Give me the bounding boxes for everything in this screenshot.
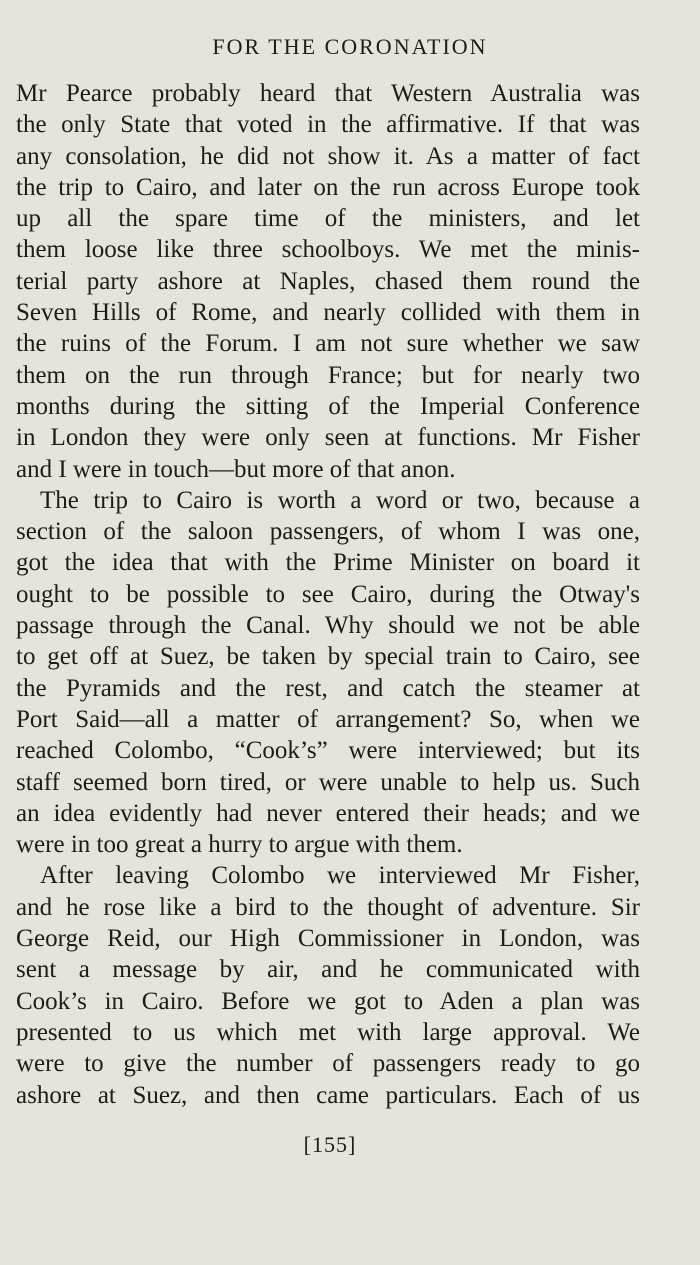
text-line: ought to be possible to see Cairo, during the Otway's [16, 580, 640, 608]
text-line: and I were in touch—but more of that anon. [16, 455, 456, 483]
text-line: Cook’s in Cairo. Before we got to Aden a plan was [16, 987, 640, 1015]
page-number: [155] [303, 1132, 357, 1157]
text-line: the Pyramids and the rest, and catch the steamer at [16, 674, 640, 702]
text-line: reached Colombo, “Cook’s” were interviewed; but its [16, 737, 640, 765]
text-line: sent a message by air, and he communicated with [16, 956, 640, 984]
text-line: Port Said—all a matter of arrangement? So, when we [16, 705, 640, 733]
body-text [16, 78, 640, 1111]
text-line: The trip to Cairo is worth a word or two, because a [40, 486, 640, 514]
text-line: ashore at Suez, and then came particulars. Each of us [16, 1081, 640, 1109]
text-line: months during the sitting of the Imperial Conference [16, 392, 640, 420]
text-line: George Reid, our High Commissioner in London, was [16, 925, 640, 953]
text-line: the only State that voted in the affirmative. If that was [16, 111, 640, 139]
text-line: got the idea that with the Prime Minister on board it [16, 549, 640, 577]
text-line: to get off at Suez, be taken by special train to Cairo, see [16, 643, 640, 671]
text-line: presented to us which met with large approval. We [16, 1018, 640, 1046]
text-line: them loose like three schoolboys. We met the minis- [16, 236, 640, 264]
text-line: After leaving Colombo we interviewed Mr Fisher, [40, 862, 640, 890]
text-line: section of the saloon passengers, of whom I was one, [16, 518, 640, 546]
text-line: were in too great a hurry to argue with them. [16, 831, 463, 859]
text-line: the trip to Cairo, and later on the run across Europe took [16, 173, 640, 201]
text-line: an idea evidently had never entered their heads; and we [16, 799, 640, 827]
text-line: terial party ashore at Naples, chased them round the [16, 267, 640, 295]
text-line: the ruins of the Forum. I am not sure whether we saw [16, 330, 640, 358]
text-line: and he rose like a bird to the thought of adventure. Sir [16, 893, 640, 921]
text-line: staff seemed born tired, or were unable to help us. Such [16, 768, 640, 796]
text-line: were to give the number of passengers ready to go [16, 1050, 640, 1078]
text-line: any consolation, he did not show it. As a matter of fact [16, 142, 640, 170]
text-line: them on the run through France; but for nearly two [16, 361, 640, 389]
text-line: passage through the Canal. Why should we not be able [16, 612, 640, 640]
text-line: up all the spare time of the ministers, and let [16, 205, 640, 233]
text-line: Mr Pearce probably heard that Western Australia was [16, 80, 640, 107]
text-line: Seven Hills of Rome, and nearly collided with them in [16, 299, 640, 327]
text-line: in London they were only seen at functions. Mr Fisher [16, 424, 640, 452]
running-head: FOR THE CORONATION [212, 34, 488, 59]
